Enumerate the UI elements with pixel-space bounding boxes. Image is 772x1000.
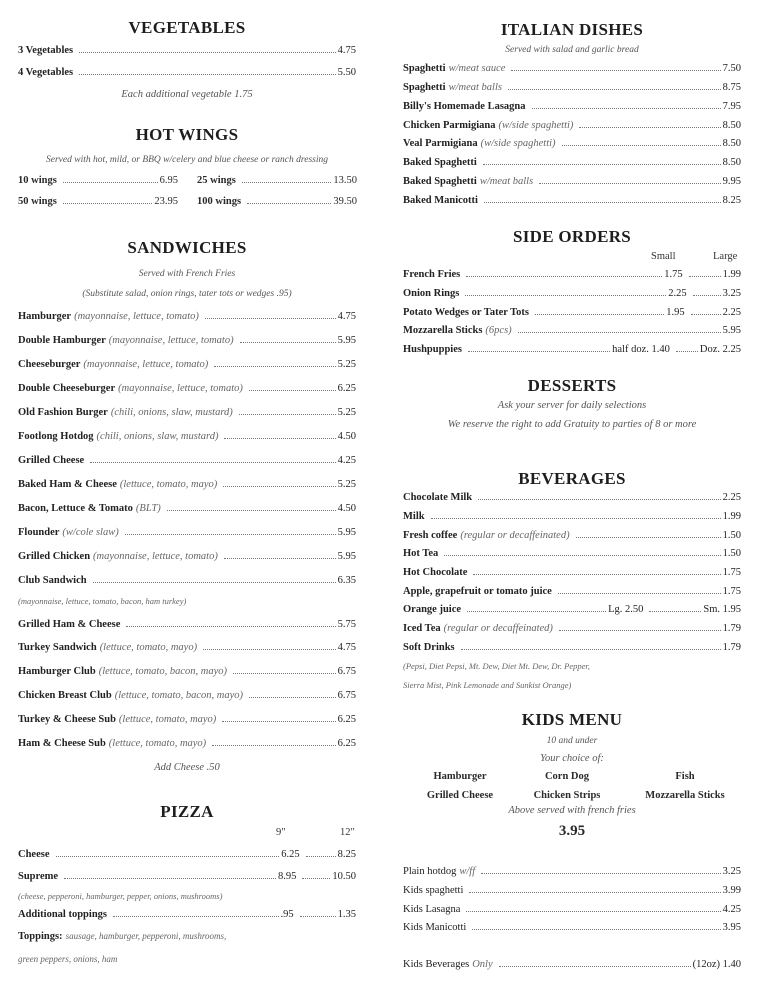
item-name: Chicken Breast Club <box>18 690 112 701</box>
leader-dots <box>532 108 721 109</box>
item-price: 8.50 <box>722 120 741 131</box>
item-price: 2.25 <box>722 307 741 318</box>
item-name: 3 Vegetables <box>18 45 74 56</box>
item-name: Additional toppings <box>18 909 107 920</box>
item-text: 23.95 <box>154 196 178 207</box>
item-name: Supreme <box>18 871 59 882</box>
menu-item <box>403 604 741 615</box>
leader-dots <box>472 929 720 930</box>
leader-dots <box>222 721 335 722</box>
item-note: (Pepsi, Diet Pepsi, Mt. Dew, Diet Mt. Dew, Dr. Pepper, <box>403 661 590 671</box>
section-note: (Substitute salad, onion rings, tater tots or wedges .95) <box>82 289 292 299</box>
item-name: Turkey & Cheese Sub <box>18 714 116 725</box>
menu-item <box>18 407 356 418</box>
item-name: Iced Tea <box>403 623 441 634</box>
item-price: 5.25 <box>337 479 356 490</box>
item-name: Mozzarella Sticks <box>403 325 483 336</box>
item-name: Flounder <box>18 527 60 538</box>
item-name: Kids spaghetti <box>403 885 464 896</box>
item-name: 100 wings <box>197 196 242 207</box>
item-name: Old Fashion Burger <box>18 407 108 418</box>
item-name: Grilled Ham & Cheese <box>18 619 121 630</box>
item-name: Turkey Sandwich <box>18 642 97 653</box>
leader-dots <box>473 574 720 575</box>
leader-dots <box>233 673 336 674</box>
menu-item <box>18 175 178 186</box>
leader-dots <box>203 649 336 650</box>
item-name: Toppings: <box>18 931 63 942</box>
item-name: Footlong Hotdog <box>18 431 94 442</box>
leader-dots <box>559 630 721 631</box>
item-name: Soft Drinks <box>403 642 455 653</box>
menu-item <box>18 196 178 207</box>
leader-dots <box>247 203 331 204</box>
leader-dots <box>576 537 721 538</box>
section-note: Each additional vegetable 1.75 <box>121 89 253 100</box>
menu-item <box>18 714 356 725</box>
item-price: 1.79 <box>722 623 741 634</box>
item-name: Kids Manicotti <box>403 922 467 933</box>
item-price: 1.75 <box>722 586 741 597</box>
item-name: Orange juice <box>403 604 462 615</box>
leader-dots <box>126 626 335 627</box>
leader-dots <box>511 70 720 71</box>
item-price-alt: 8.95 <box>278 871 297 882</box>
item-description: (lettuce, tomato, bacon, mayo) <box>114 690 244 701</box>
section-title: DESSERTS <box>527 376 617 395</box>
item-name: Grilled Chicken <box>18 551 91 562</box>
leader-dots <box>649 611 701 612</box>
menu-item <box>403 63 741 74</box>
item-name: Cheeseburger <box>18 359 81 370</box>
leader-dots <box>478 499 721 500</box>
item-note: (cheese, pepperoni, hamburger, pepper, onions, mushrooms) <box>18 891 223 901</box>
item-price: 4.50 <box>337 503 356 514</box>
leader-dots <box>481 873 720 874</box>
item-price: 1.99 <box>722 511 741 522</box>
leader-dots <box>508 89 721 90</box>
item-description: w/ff <box>459 866 476 877</box>
item-price: 1.79 <box>722 642 741 653</box>
toppings-line: green peppers, onions, ham <box>18 954 118 964</box>
item-name: Ham & Cheese Sub <box>18 738 106 749</box>
leader-dots <box>79 74 336 75</box>
item-text: 39.50 <box>333 196 357 207</box>
item-name: French Fries <box>403 269 461 280</box>
leader-dots <box>431 518 721 519</box>
leader-dots <box>167 510 336 511</box>
leader-dots <box>239 414 336 415</box>
item-price: 6.75 <box>337 690 356 701</box>
item-price: 5.25 <box>337 359 356 370</box>
item-name: Milk <box>403 511 425 522</box>
item-description: (regular or decaffeinated) <box>443 623 553 634</box>
menu-item <box>403 492 741 503</box>
item-description: (lettuce, tomato, mayo) <box>99 642 198 653</box>
size-large-header: 12" <box>340 827 355 838</box>
item-price: 3.25 <box>722 288 741 299</box>
item-name: Double Hamburger <box>18 335 106 346</box>
menu-item <box>403 101 741 112</box>
section-title: KIDS MENU <box>521 710 623 729</box>
leader-dots <box>535 314 664 315</box>
section-title: SANDWICHES <box>127 238 247 257</box>
item-price: 6.75 <box>337 666 356 677</box>
item-name: Bacon, Lettuce & Tomato <box>18 503 133 514</box>
item-name: Hot Chocolate <box>403 567 468 578</box>
item-price: 5.95 <box>337 335 356 346</box>
item-price: 1.75 <box>722 567 741 578</box>
item-price: 10.50 <box>332 871 356 882</box>
section-title: ITALIAN DISHES <box>500 20 644 39</box>
section-title: HOT WINGS <box>135 125 239 144</box>
menu-item <box>18 431 356 442</box>
item-name: Apple, grapefruit or tomato juice <box>403 586 552 597</box>
section-note: Above served with french fries <box>508 805 636 816</box>
item-description: (mayonnaise, lettuce, tomato) <box>83 359 209 370</box>
item-name: Club Sandwich <box>18 575 87 586</box>
menu-item <box>18 67 356 78</box>
menu-item <box>403 307 741 318</box>
menu-item <box>18 551 356 562</box>
menu-item <box>403 530 741 541</box>
item-description: (mayonnaise, lettuce, tomato) <box>118 383 243 394</box>
menu-item <box>403 922 741 933</box>
leader-dots <box>518 332 721 333</box>
menu-item <box>18 619 356 630</box>
menu-item <box>403 325 741 336</box>
item-name: Hamburger <box>18 311 72 322</box>
item-name: Plain hotdog <box>403 866 457 877</box>
leader-dots <box>205 318 336 319</box>
item-name: 50 wings <box>18 196 57 207</box>
item-description: w/meat balls <box>479 176 534 187</box>
item-price: 5.50 <box>337 67 356 78</box>
item-price: 4.25 <box>337 455 356 466</box>
item-price: 6.25 <box>337 738 356 749</box>
leader-dots <box>302 878 330 879</box>
menu-item <box>18 383 356 394</box>
item-name: Chocolate Milk <box>403 492 473 503</box>
section-note: We reserve the right to add Gratuity to parties of 8 or more <box>447 419 697 430</box>
kids-choice: Hamburger <box>433 771 487 782</box>
kids-choice: Fish <box>675 771 695 782</box>
menu-item <box>18 311 356 322</box>
leader-dots <box>224 438 335 439</box>
leader-dots <box>558 593 721 594</box>
menu-item <box>403 288 741 299</box>
item-price: 9.95 <box>722 176 741 187</box>
item-price: 6.35 <box>337 575 356 586</box>
item-name: Grilled Cheese <box>18 455 85 466</box>
leader-dots <box>125 534 336 535</box>
leader-dots <box>249 697 336 698</box>
leader-dots <box>484 202 721 203</box>
menu-item <box>403 623 741 634</box>
item-price: 2.25 <box>722 492 741 503</box>
kids-choice: Corn Dog <box>544 771 590 782</box>
leader-dots <box>579 127 720 128</box>
menu-item <box>403 548 741 559</box>
leader-dots <box>467 611 606 612</box>
menu-item <box>18 871 356 882</box>
item-price-alt: .95 <box>280 909 294 920</box>
item-price-alt: 2.25 <box>668 288 687 299</box>
item-name: Spaghetti <box>403 82 446 93</box>
item-description: (BLT) <box>135 503 161 514</box>
leader-dots <box>483 164 721 165</box>
item-price: 4.75 <box>337 311 356 322</box>
item-price-alt: Lg. 2.50 <box>608 604 644 615</box>
item-price-alt: 1.75 <box>664 269 683 280</box>
item-name: Baked Spaghetti <box>403 157 477 168</box>
item-name: 10 wings <box>18 175 57 186</box>
item-name: 4 Vegetables <box>18 67 74 78</box>
item-price: 5.75 <box>337 619 356 630</box>
menu-item <box>403 138 741 149</box>
item-name: Chicken Parmigiana <box>403 120 496 131</box>
kids-combo-price: 3.95 <box>558 823 586 839</box>
item-description: sausage, hamburger, pepperoni, mushrooms, <box>65 931 227 941</box>
item-price-alt: 1.95 <box>666 307 685 318</box>
menu-item <box>197 196 357 207</box>
section-note: Add Cheese .50 <box>154 762 220 773</box>
item-price-alt: 6.25 <box>281 849 300 860</box>
item-price: 5.95 <box>337 527 356 538</box>
leader-dots <box>465 295 666 296</box>
item-price: 8.50 <box>722 157 741 168</box>
item-name: Spaghetti <box>403 63 446 74</box>
menu-item <box>18 335 356 346</box>
item-price: 4.50 <box>337 431 356 442</box>
item-text: 13.50 <box>333 175 357 186</box>
section-title: BEVERAGES <box>518 469 626 488</box>
item-text: 6.95 <box>159 175 178 186</box>
section-note: Served with salad and garlic bread <box>505 45 639 55</box>
menu-item <box>18 479 356 490</box>
item-name: Hushpuppies <box>403 344 462 355</box>
section-title: SIDE ORDERS <box>512 227 632 246</box>
item-description: (chili, onions, slaw, mustard) <box>110 407 233 418</box>
leader-dots <box>63 182 158 183</box>
leader-dots <box>56 856 280 857</box>
menu-item <box>18 690 356 701</box>
item-name: Billy's Homemade Lasagna <box>403 101 526 112</box>
leader-dots <box>63 203 153 204</box>
menu-item <box>403 176 741 187</box>
item-price: 3.95 <box>722 922 741 933</box>
item-price: 4.75 <box>337 45 356 56</box>
leader-dots <box>214 366 335 367</box>
menu-item <box>18 909 356 920</box>
leader-dots <box>469 892 720 893</box>
item-description: (mayonnaise, lettuce, tomato) <box>108 335 234 346</box>
section-note: Your choice of: <box>540 753 604 764</box>
leader-dots <box>212 745 335 746</box>
item-price: 5.25 <box>337 407 356 418</box>
menu-item <box>403 82 741 93</box>
menu-item <box>18 527 356 538</box>
item-price: 6.25 <box>337 383 356 394</box>
item-name: Double Cheeseburger <box>18 383 116 394</box>
item-description: (regular or decaffeinated) <box>460 530 570 541</box>
menu-item <box>403 586 741 597</box>
size-small-header: 9" <box>276 827 286 838</box>
menu-item <box>403 269 741 280</box>
section-note: 10 and under <box>546 736 598 746</box>
menu-item <box>18 503 356 514</box>
menu-item <box>403 157 741 168</box>
leader-dots <box>539 183 720 184</box>
kids-choice: Grilled Cheese <box>426 790 494 801</box>
item-description: w/meat balls <box>448 82 502 93</box>
item-name: Potato Wedges or Tater Tots <box>403 307 530 318</box>
item-price: 7.50 <box>722 63 741 74</box>
item-description: (w/side spaghetti) <box>480 138 556 149</box>
item-name: Baked Spaghetti <box>403 176 477 187</box>
menu-item <box>18 666 356 677</box>
leader-dots <box>242 182 332 183</box>
leader-dots <box>113 916 279 917</box>
item-price: 8.25 <box>337 849 356 860</box>
menu-item <box>18 849 356 860</box>
leader-dots <box>93 582 336 583</box>
toppings-line <box>18 931 356 942</box>
leader-dots <box>300 916 336 917</box>
item-price: Doz. 2.25 <box>699 344 741 355</box>
section-note: Ask your server for daily selections <box>497 400 647 411</box>
item-price: 8.25 <box>722 195 741 206</box>
item-price: 4.75 <box>337 642 356 653</box>
item-name: Kids Beverages <box>403 959 470 970</box>
leader-dots <box>689 276 721 277</box>
leader-dots <box>306 856 336 857</box>
item-price: 5.95 <box>722 325 741 336</box>
menu-item <box>18 455 356 466</box>
leader-dots <box>461 649 721 650</box>
item-description: (w/side spaghetti) <box>498 120 574 131</box>
leader-dots <box>562 145 721 146</box>
item-description: (lettuce, tomato, mayo) <box>119 479 218 490</box>
section-title: VEGETABLES <box>128 18 246 37</box>
item-description: (w/cole slaw) <box>62 527 119 538</box>
item-price: (12oz) 1.40 <box>692 959 741 970</box>
item-name: Baked Ham & Cheese <box>18 479 117 490</box>
item-name: Onion Rings <box>403 288 460 299</box>
menu-item <box>18 575 356 586</box>
item-description: (mayonnaise, lettuce, tomato) <box>93 551 218 562</box>
leader-dots <box>466 276 662 277</box>
item-price: 1.99 <box>722 269 741 280</box>
leader-dots <box>223 486 335 487</box>
menu-item <box>403 511 741 522</box>
item-price: Sm. 1.95 <box>703 604 741 615</box>
item-price: 5.95 <box>337 551 356 562</box>
leader-dots <box>64 878 276 879</box>
item-price: 1.50 <box>722 548 741 559</box>
menu-item <box>18 642 356 653</box>
leader-dots <box>444 555 720 556</box>
item-price: 1.35 <box>337 909 356 920</box>
menu-item <box>403 885 741 896</box>
item-price: 7.95 <box>722 101 741 112</box>
item-description: w/meat sauce <box>448 63 506 74</box>
leader-dots <box>466 911 720 912</box>
item-price: 3.25 <box>722 866 741 877</box>
item-note: (mayonnaise, lettuce, tomato, bacon, ham turkey) <box>18 596 187 606</box>
leader-dots <box>240 342 336 343</box>
item-description: (mayonnaise, lettuce, tomato) <box>74 311 199 322</box>
item-description: (lettuce, tomato, bacon, mayo) <box>98 666 227 677</box>
menu-item <box>18 45 356 56</box>
item-price: 1.50 <box>722 530 741 541</box>
leader-dots <box>676 351 698 352</box>
menu-item <box>403 866 741 877</box>
item-price: 8.50 <box>722 138 741 149</box>
section-note: Served with hot, mild, or BBQ w/celery and blue cheese or ranch dressing <box>46 155 328 165</box>
item-name: 25 wings <box>197 175 236 186</box>
leader-dots <box>90 462 335 463</box>
menu-item <box>18 738 356 749</box>
leader-dots <box>249 390 336 391</box>
col-small-header: Small <box>651 251 676 262</box>
leader-dots <box>691 314 721 315</box>
menu-item <box>403 344 741 355</box>
item-name: Veal Parmigiana <box>403 138 478 149</box>
menu-item <box>18 359 356 370</box>
item-price: 3.99 <box>722 885 741 896</box>
item-description: Only <box>472 959 493 970</box>
leader-dots <box>79 52 336 53</box>
leader-dots <box>499 966 691 967</box>
kids-choice: Chicken Strips <box>533 790 601 801</box>
menu-item <box>403 904 741 915</box>
item-name: Hot Tea <box>403 548 439 559</box>
item-name: Cheese <box>18 849 50 860</box>
menu-item <box>403 195 741 206</box>
leader-dots <box>468 351 610 352</box>
kids-choice: Mozzarella Sticks <box>645 790 725 801</box>
leader-dots <box>693 295 721 296</box>
leader-dots <box>224 558 336 559</box>
item-price: 6.25 <box>337 714 356 725</box>
item-name: Hamburger Club <box>18 666 96 677</box>
item-note: Sierra Mist, Pink Lemonade and Sunkist Orange) <box>403 680 572 690</box>
section-note: Served with French Fries <box>138 269 236 279</box>
menu-item <box>403 642 741 653</box>
item-description: (chili, onions, slaw, mustard) <box>96 431 219 442</box>
section-title: PIZZA <box>160 802 214 821</box>
menu-item <box>403 567 741 578</box>
item-name: Fresh coffee <box>403 530 458 541</box>
item-price-alt: half doz. 1.40 <box>612 344 670 355</box>
item-description: (6pcs) <box>485 325 512 336</box>
col-large-header: Large <box>713 251 738 262</box>
item-description: (lettuce, tomato, mayo) <box>108 738 207 749</box>
item-name: Baked Manicotti <box>403 195 478 206</box>
item-price: 4.25 <box>722 904 741 915</box>
menu-item <box>403 120 741 131</box>
item-name: Kids Lasagna <box>403 904 461 915</box>
item-description: (lettuce, tomato, mayo) <box>118 714 217 725</box>
menu-item <box>197 175 357 186</box>
item-price: 8.75 <box>722 82 741 93</box>
menu-item <box>403 959 741 970</box>
